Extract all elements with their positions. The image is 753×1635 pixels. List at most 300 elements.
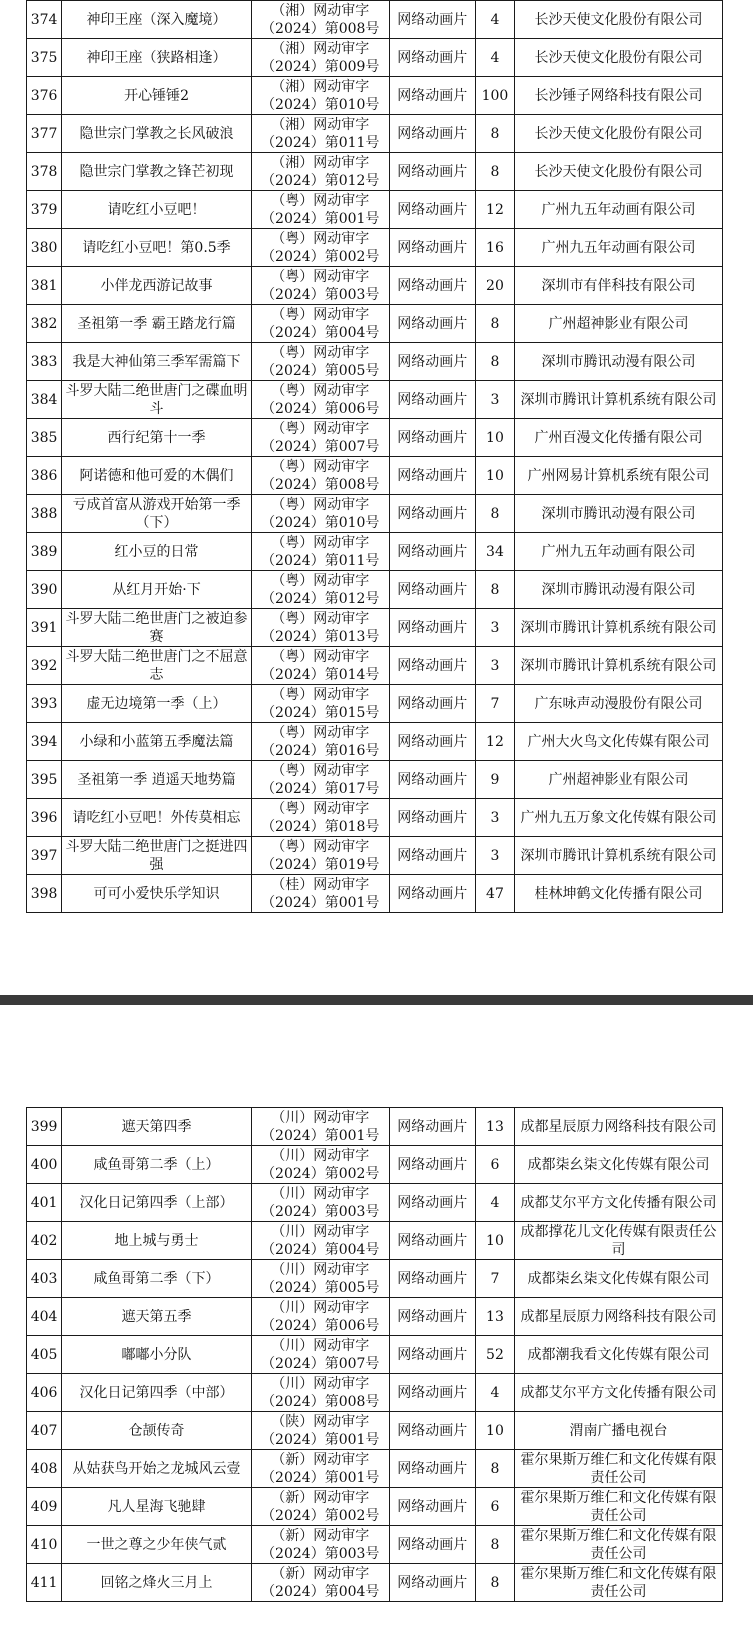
content-type: 网络动画片 xyxy=(389,1336,475,1374)
row-number: 402 xyxy=(27,1222,62,1260)
license-line-2: （2024）第008号 xyxy=(261,1393,380,1410)
row-number: 384 xyxy=(27,381,62,419)
production-company: 渭南广播电视台 xyxy=(515,1412,723,1450)
episode-count: 12 xyxy=(475,723,514,761)
license-number xyxy=(251,1412,389,1450)
license-line-2: （2024）第013号 xyxy=(261,628,380,645)
license-line-1: （新）网动审字 xyxy=(271,1451,370,1468)
table-row xyxy=(27,1184,723,1222)
row-number: 399 xyxy=(27,1108,62,1146)
license-line-1: （粤）网动审字 xyxy=(271,762,370,779)
content-type: 网络动画片 xyxy=(389,153,475,191)
table-row xyxy=(27,191,723,229)
license-line-2: （2024）第002号 xyxy=(261,248,380,265)
content-type: 网络动画片 xyxy=(389,1298,475,1336)
production-company: 广州九五年动画有限公司 xyxy=(515,533,723,571)
content-type: 网络动画片 xyxy=(389,571,475,609)
license-number xyxy=(251,229,389,267)
license-line-2: （2024）第001号 xyxy=(261,894,380,911)
production-company: 成都柒幺柒文化传媒有限公司 xyxy=(515,1146,723,1184)
production-company: 成都艾尔平方文化传播有限公司 xyxy=(515,1184,723,1222)
license-number xyxy=(251,1146,389,1184)
production-company: 深圳市腾讯计算机系统有限公司 xyxy=(515,381,723,419)
episode-count: 4 xyxy=(475,1374,514,1412)
license-line-2: （2024）第011号 xyxy=(261,552,380,569)
episode-count: 20 xyxy=(475,267,514,305)
license-line-1: （粤）网动审字 xyxy=(271,800,370,817)
episode-count: 47 xyxy=(475,875,514,913)
production-company: 成都撑花儿文化传媒有限责任公司 xyxy=(515,1222,723,1260)
content-type: 网络动画片 xyxy=(389,799,475,837)
license-line-2: （2024）第019号 xyxy=(261,856,380,873)
license-line-1: （粤）网动审字 xyxy=(271,572,370,589)
license-number xyxy=(251,39,389,77)
license-line-1: （川）网动审字 xyxy=(271,1337,370,1354)
content-type: 网络动画片 xyxy=(389,723,475,761)
license-line-1: （川）网动审字 xyxy=(271,1223,370,1240)
license-line-2: （2024）第010号 xyxy=(261,96,380,113)
table-row xyxy=(27,1222,723,1260)
animation-title: 遮天第五季 xyxy=(62,1298,252,1336)
license-number xyxy=(251,647,389,685)
episode-count: 4 xyxy=(475,1184,514,1222)
production-company: 霍尔果斯万维仁和文化传媒有限责任公司 xyxy=(515,1526,723,1564)
table-row xyxy=(27,1564,723,1602)
production-company: 成都柒幺柒文化传媒有限公司 xyxy=(515,1260,723,1298)
content-type: 网络动画片 xyxy=(389,1260,475,1298)
episode-count: 10 xyxy=(475,1412,514,1450)
license-line-1: （湘）网动审字 xyxy=(271,78,370,95)
animation-title: 小绿和小蓝第五季魔法篇 xyxy=(62,723,252,761)
production-company: 深圳市腾讯计算机系统有限公司 xyxy=(515,609,723,647)
license-line-2: （2024）第012号 xyxy=(261,172,380,189)
episode-count: 6 xyxy=(475,1146,514,1184)
production-company: 深圳市腾讯动漫有限公司 xyxy=(515,571,723,609)
animation-title: 西行纪第十一季 xyxy=(62,419,252,457)
license-line-2: （2024）第018号 xyxy=(261,818,380,835)
production-company: 长沙锤子网络科技有限公司 xyxy=(515,77,723,115)
animation-title: 从姑获鸟开始之龙城风云壹 xyxy=(62,1450,252,1488)
content-type: 网络动画片 xyxy=(389,647,475,685)
row-number: 409 xyxy=(27,1488,62,1526)
license-line-1: （粤）网动审字 xyxy=(271,496,370,513)
production-company: 长沙天使文化股份有限公司 xyxy=(515,153,723,191)
license-number xyxy=(251,191,389,229)
row-number: 379 xyxy=(27,191,62,229)
row-number: 378 xyxy=(27,153,62,191)
license-line-2: （2024）第007号 xyxy=(261,1355,380,1372)
table-row xyxy=(27,1526,723,1564)
license-number xyxy=(251,723,389,761)
license-number xyxy=(251,495,389,533)
episode-count: 9 xyxy=(475,761,514,799)
animation-title: 我是大神仙第三季军需篇下 xyxy=(62,343,252,381)
license-line-2: （2024）第010号 xyxy=(261,514,380,531)
license-line-1: （粤）网动审字 xyxy=(271,306,370,323)
license-number xyxy=(251,1374,389,1412)
episode-count: 7 xyxy=(475,1260,514,1298)
animation-title: 圣祖第一季 霸王踏龙行篇 xyxy=(62,305,252,343)
license-line-1: （陕）网动审字 xyxy=(271,1413,370,1430)
row-number: 407 xyxy=(27,1412,62,1450)
content-type: 网络动画片 xyxy=(389,1374,475,1412)
table-row xyxy=(27,685,723,723)
license-number xyxy=(251,381,389,419)
animation-title: 咸鱼哥第二季（下） xyxy=(62,1260,252,1298)
approval-table-page-1 xyxy=(26,0,723,913)
production-company: 长沙天使文化股份有限公司 xyxy=(515,39,723,77)
content-type: 网络动画片 xyxy=(389,875,475,913)
episode-count: 3 xyxy=(475,837,514,875)
table-row xyxy=(27,1108,723,1146)
license-line-1: （湘）网动审字 xyxy=(271,2,370,19)
license-line-2: （2024）第005号 xyxy=(261,362,380,379)
content-type: 网络动画片 xyxy=(389,191,475,229)
license-line-1: （粤）网动审字 xyxy=(271,458,370,475)
license-line-2: （2024）第009号 xyxy=(261,58,380,75)
license-line-1: （粤）网动审字 xyxy=(271,420,370,437)
license-line-2: （2024）第004号 xyxy=(261,1583,380,1600)
content-type: 网络动画片 xyxy=(389,1564,475,1602)
content-type: 网络动画片 xyxy=(389,419,475,457)
production-company: 广州超神影业有限公司 xyxy=(515,761,723,799)
animation-title: 圣祖第一季 逍遥天地势篇 xyxy=(62,761,252,799)
row-number: 393 xyxy=(27,685,62,723)
content-type: 网络动画片 xyxy=(389,1450,475,1488)
row-number: 388 xyxy=(27,495,62,533)
production-company: 深圳市腾讯计算机系统有限公司 xyxy=(515,837,723,875)
animation-title: 请吃红小豆吧！第0.5季 xyxy=(62,229,252,267)
table-row xyxy=(27,1298,723,1336)
license-line-2: （2024）第001号 xyxy=(261,1469,380,1486)
animation-title: 小伴龙西游记故事 xyxy=(62,267,252,305)
license-line-1: （粤）网动审字 xyxy=(271,230,370,247)
license-number xyxy=(251,1336,389,1374)
production-company: 广州大火鸟文化传媒有限公司 xyxy=(515,723,723,761)
table-row xyxy=(27,457,723,495)
episode-count: 12 xyxy=(475,191,514,229)
table-row xyxy=(27,343,723,381)
table-row xyxy=(27,419,723,457)
license-line-2: （2024）第011号 xyxy=(261,134,380,151)
episode-count: 4 xyxy=(475,1,514,39)
content-type: 网络动画片 xyxy=(389,1108,475,1146)
row-number: 376 xyxy=(27,77,62,115)
animation-title: 亏成首富从游戏开始第一季（下） xyxy=(62,495,252,533)
license-line-2: （2024）第016号 xyxy=(261,742,380,759)
animation-title: 凡人星海飞驰肆 xyxy=(62,1488,252,1526)
content-type: 网络动画片 xyxy=(389,115,475,153)
license-number xyxy=(251,1564,389,1602)
table-row xyxy=(27,799,723,837)
row-number: 405 xyxy=(27,1336,62,1374)
approval-table-page-2 xyxy=(26,1107,723,1602)
license-number xyxy=(251,1260,389,1298)
row-number: 398 xyxy=(27,875,62,913)
content-type: 网络动画片 xyxy=(389,609,475,647)
production-company: 长沙天使文化股份有限公司 xyxy=(515,1,723,39)
license-number xyxy=(251,267,389,305)
production-company: 深圳市腾讯动漫有限公司 xyxy=(515,343,723,381)
content-type: 网络动画片 xyxy=(389,1526,475,1564)
license-line-2: （2024）第001号 xyxy=(261,1431,380,1448)
table-row xyxy=(27,267,723,305)
row-number: 397 xyxy=(27,837,62,875)
production-company: 成都艾尔平方文化传播有限公司 xyxy=(515,1374,723,1412)
row-number: 386 xyxy=(27,457,62,495)
row-number: 377 xyxy=(27,115,62,153)
content-type: 网络动画片 xyxy=(389,837,475,875)
animation-title: 汉化日记第四季（中部） xyxy=(62,1374,252,1412)
license-line-1: （川）网动审字 xyxy=(271,1299,370,1316)
content-type: 网络动画片 xyxy=(389,343,475,381)
license-number xyxy=(251,1108,389,1146)
content-type: 网络动画片 xyxy=(389,1,475,39)
license-number xyxy=(251,1488,389,1526)
animation-title: 开心锤锤2 xyxy=(62,77,252,115)
license-line-2: （2024）第008号 xyxy=(261,476,380,493)
row-number: 380 xyxy=(27,229,62,267)
animation-title: 从红月开始·下 xyxy=(62,571,252,609)
license-line-1: （粤）网动审字 xyxy=(271,838,370,855)
animation-title: 虚无边境第一季（上） xyxy=(62,685,252,723)
table-row xyxy=(27,1488,723,1526)
license-number xyxy=(251,1450,389,1488)
row-number: 389 xyxy=(27,533,62,571)
row-number: 400 xyxy=(27,1146,62,1184)
license-number xyxy=(251,685,389,723)
row-number: 390 xyxy=(27,571,62,609)
table-row xyxy=(27,77,723,115)
content-type: 网络动画片 xyxy=(389,457,475,495)
table-row xyxy=(27,39,723,77)
production-company: 成都星辰原力网络科技有限公司 xyxy=(515,1108,723,1146)
row-number: 395 xyxy=(27,761,62,799)
license-line-1: （粤）网动审字 xyxy=(271,724,370,741)
table-row xyxy=(27,533,723,571)
episode-count: 52 xyxy=(475,1336,514,1374)
content-type: 网络动画片 xyxy=(389,533,475,571)
table-row xyxy=(27,153,723,191)
license-number xyxy=(251,1526,389,1564)
episode-count: 3 xyxy=(475,609,514,647)
document-page-2 xyxy=(0,1005,753,1635)
license-line-2: （2024）第006号 xyxy=(261,400,380,417)
license-line-2: （2024）第012号 xyxy=(261,590,380,607)
table-row xyxy=(27,1374,723,1412)
table-row xyxy=(27,1146,723,1184)
license-number xyxy=(251,761,389,799)
content-type: 网络动画片 xyxy=(389,77,475,115)
content-type: 网络动画片 xyxy=(389,761,475,799)
license-number xyxy=(251,875,389,913)
animation-title: 隐世宗门掌教之长风破浪 xyxy=(62,115,252,153)
animation-title: 可可小爱快乐学知识 xyxy=(62,875,252,913)
episode-count: 10 xyxy=(475,1222,514,1260)
production-company: 霍尔果斯万维仁和文化传媒有限责任公司 xyxy=(515,1488,723,1526)
episode-count: 8 xyxy=(475,305,514,343)
episode-count: 10 xyxy=(475,419,514,457)
table-row xyxy=(27,229,723,267)
production-company: 桂林坤鹤文化传播有限公司 xyxy=(515,875,723,913)
license-line-1: （粤）网动审字 xyxy=(271,534,370,551)
animation-title: 仓颉传奇 xyxy=(62,1412,252,1450)
row-number: 404 xyxy=(27,1298,62,1336)
row-number: 401 xyxy=(27,1184,62,1222)
license-line-2: （2024）第008号 xyxy=(261,20,380,37)
row-number: 411 xyxy=(27,1564,62,1602)
license-line-2: （2024）第002号 xyxy=(261,1165,380,1182)
production-company: 广州网易计算机系统有限公司 xyxy=(515,457,723,495)
license-number xyxy=(251,457,389,495)
animation-title: 斗罗大陆二绝世唐门之碟血明斗 xyxy=(62,381,252,419)
production-company: 广东咏声动漫股份有限公司 xyxy=(515,685,723,723)
content-type: 网络动画片 xyxy=(389,305,475,343)
production-company: 深圳市腾讯动漫有限公司 xyxy=(515,495,723,533)
row-number: 408 xyxy=(27,1450,62,1488)
episode-count: 34 xyxy=(475,533,514,571)
table-row xyxy=(27,571,723,609)
license-line-2: （2024）第007号 xyxy=(261,438,380,455)
license-line-1: （粤）网动审字 xyxy=(271,344,370,361)
license-number xyxy=(251,609,389,647)
row-number: 381 xyxy=(27,267,62,305)
production-company: 广州百漫文化传播有限公司 xyxy=(515,419,723,457)
license-number xyxy=(251,1,389,39)
row-number: 385 xyxy=(27,419,62,457)
content-type: 网络动画片 xyxy=(389,39,475,77)
row-number: 391 xyxy=(27,609,62,647)
episode-count: 8 xyxy=(475,1526,514,1564)
table-row xyxy=(27,647,723,685)
license-line-1: （川）网动审字 xyxy=(271,1109,370,1126)
production-company: 深圳市有伴科技有限公司 xyxy=(515,267,723,305)
content-type: 网络动画片 xyxy=(389,1184,475,1222)
animation-title: 神印王座（深入魔境） xyxy=(62,1,252,39)
content-type: 网络动画片 xyxy=(389,1488,475,1526)
episode-count: 6 xyxy=(475,1488,514,1526)
episode-count: 8 xyxy=(475,495,514,533)
production-company: 深圳市腾讯计算机系统有限公司 xyxy=(515,647,723,685)
license-line-2: （2024）第001号 xyxy=(261,1127,380,1144)
license-line-1: （湘）网动审字 xyxy=(271,40,370,57)
row-number: 410 xyxy=(27,1526,62,1564)
table-row xyxy=(27,1260,723,1298)
animation-title: 请吃红小豆吧！ xyxy=(62,191,252,229)
production-company: 长沙天使文化股份有限公司 xyxy=(515,115,723,153)
row-number: 394 xyxy=(27,723,62,761)
episode-count: 3 xyxy=(475,799,514,837)
production-company: 广州九五万象文化传媒有限公司 xyxy=(515,799,723,837)
animation-title: 一世之尊之少年侠气贰 xyxy=(62,1526,252,1564)
license-line-2: （2024）第015号 xyxy=(261,704,380,721)
table-row xyxy=(27,723,723,761)
license-line-1: （粤）网动审字 xyxy=(271,648,370,665)
license-line-1: （粤）网动审字 xyxy=(271,268,370,285)
episode-count: 3 xyxy=(475,381,514,419)
animation-title: 嘟嘟小分队 xyxy=(62,1336,252,1374)
license-line-2: （2024）第003号 xyxy=(261,286,380,303)
table-row xyxy=(27,1,723,39)
license-line-2: （2024）第017号 xyxy=(261,780,380,797)
license-line-1: （粤）网动审字 xyxy=(271,686,370,703)
animation-title: 斗罗大陆二绝世唐门之不屈意志 xyxy=(62,647,252,685)
table-row xyxy=(27,609,723,647)
license-line-2: （2024）第005号 xyxy=(261,1279,380,1296)
license-line-2: （2024）第001号 xyxy=(261,210,380,227)
license-line-1: （新）网动审字 xyxy=(271,1565,370,1582)
license-line-1: （川）网动审字 xyxy=(271,1185,370,1202)
table-row xyxy=(27,761,723,799)
episode-count: 4 xyxy=(475,39,514,77)
episode-count: 10 xyxy=(475,457,514,495)
license-line-2: （2024）第003号 xyxy=(261,1203,380,1220)
table-row xyxy=(27,1450,723,1488)
animation-title: 神印王座（狭路相逢） xyxy=(62,39,252,77)
row-number: 403 xyxy=(27,1260,62,1298)
license-number xyxy=(251,343,389,381)
license-number xyxy=(251,305,389,343)
license-number xyxy=(251,1184,389,1222)
episode-count: 7 xyxy=(475,685,514,723)
license-line-1: （粤）网动审字 xyxy=(271,382,370,399)
episode-count: 8 xyxy=(475,343,514,381)
license-line-2: （2024）第004号 xyxy=(261,324,380,341)
license-line-2: （2024）第006号 xyxy=(261,1317,380,1334)
license-number xyxy=(251,1222,389,1260)
row-number: 392 xyxy=(27,647,62,685)
episode-count: 16 xyxy=(475,229,514,267)
animation-title: 请吃红小豆吧！外传莫相忘 xyxy=(62,799,252,837)
content-type: 网络动画片 xyxy=(389,381,475,419)
table-row xyxy=(27,115,723,153)
license-line-1: （川）网动审字 xyxy=(271,1375,370,1392)
license-line-1: （新）网动审字 xyxy=(271,1489,370,1506)
animation-title: 斗罗大陆二绝世唐门之挺进四强 xyxy=(62,837,252,875)
license-line-1: （粤）网动审字 xyxy=(271,610,370,627)
episode-count: 8 xyxy=(475,1564,514,1602)
production-company: 霍尔果斯万维仁和文化传媒有限责任公司 xyxy=(515,1564,723,1602)
episode-count: 8 xyxy=(475,571,514,609)
content-type: 网络动画片 xyxy=(389,1412,475,1450)
episode-count: 100 xyxy=(475,77,514,115)
content-type: 网络动画片 xyxy=(389,1146,475,1184)
content-type: 网络动画片 xyxy=(389,229,475,267)
production-company: 广州超神影业有限公司 xyxy=(515,305,723,343)
license-number xyxy=(251,1298,389,1336)
production-company: 广州九五年动画有限公司 xyxy=(515,229,723,267)
license-line-2: （2024）第014号 xyxy=(261,666,380,683)
row-number: 396 xyxy=(27,799,62,837)
animation-title: 回铭之烽火三月上 xyxy=(62,1564,252,1602)
table-row xyxy=(27,495,723,533)
animation-title: 红小豆的日常 xyxy=(62,533,252,571)
content-type: 网络动画片 xyxy=(389,685,475,723)
animation-title: 遮天第四季 xyxy=(62,1108,252,1146)
license-number xyxy=(251,115,389,153)
episode-count: 3 xyxy=(475,647,514,685)
content-type: 网络动画片 xyxy=(389,267,475,305)
license-line-1: （川）网动审字 xyxy=(271,1261,370,1278)
table-row xyxy=(27,1336,723,1374)
license-number xyxy=(251,153,389,191)
license-line-2: （2024）第002号 xyxy=(261,1507,380,1524)
table-row xyxy=(27,1412,723,1450)
row-number: 383 xyxy=(27,343,62,381)
page-separator xyxy=(0,995,753,1005)
license-number xyxy=(251,419,389,457)
license-line-2: （2024）第004号 xyxy=(261,1241,380,1258)
